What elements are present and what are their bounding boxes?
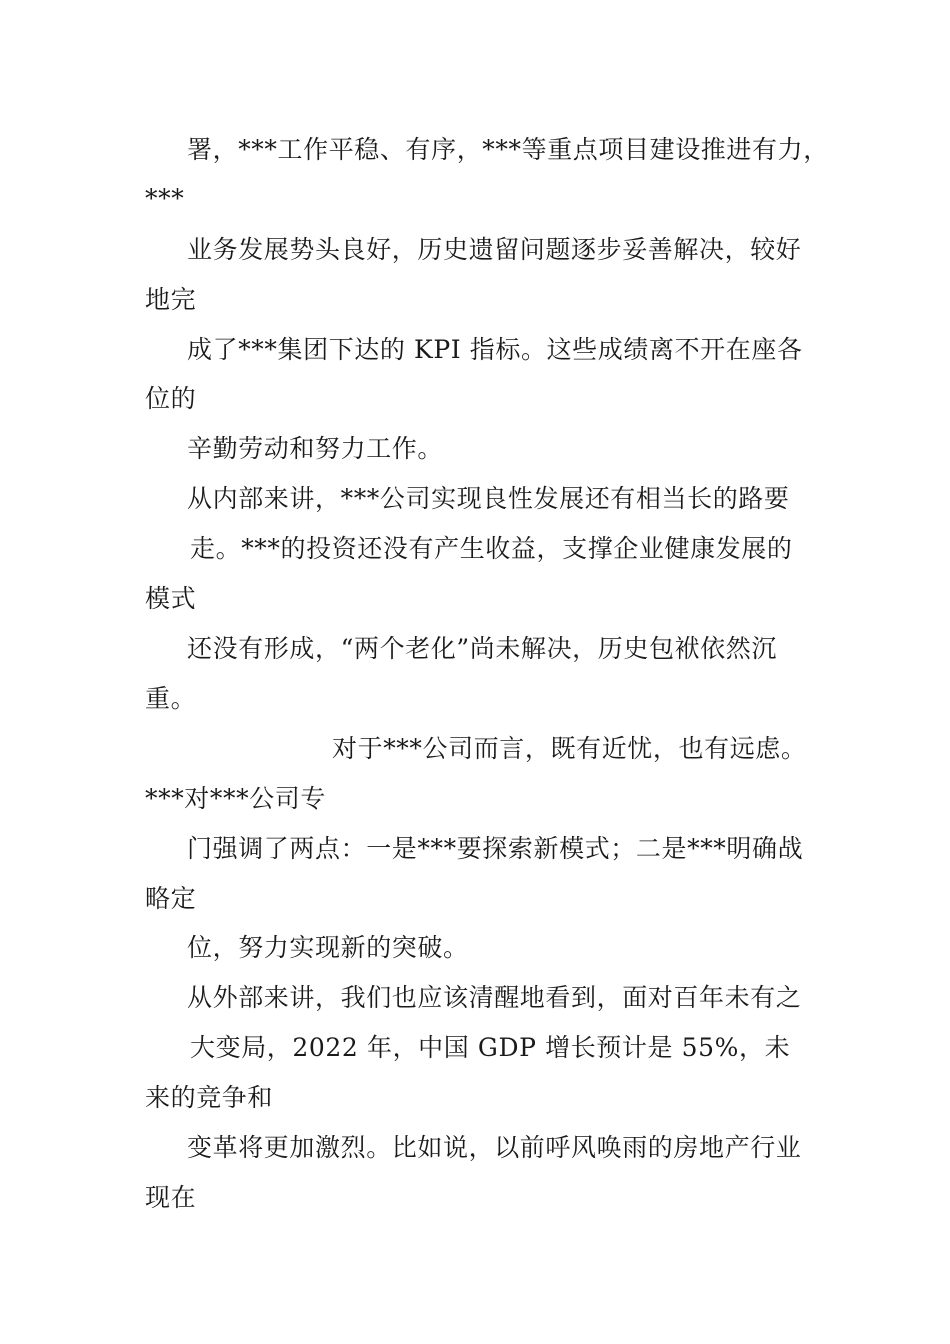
paragraph-line: 对于***公司而言，既有近忧，也有远虑。: [332, 734, 807, 763]
paragraph-line: 来的竞争和: [145, 1083, 274, 1112]
paragraph-line: ***对***公司专: [145, 784, 327, 813]
paragraph-line: 重。: [145, 684, 197, 713]
paragraph-line: 业务发展势头良好，历史遗留问题逐步妥善解决，较好: [187, 235, 802, 264]
paragraph-line: 变革将更加激烈。比如说，以前呼风唤雨的房地产行业: [187, 1133, 802, 1162]
paragraph-line: 从外部来讲，我们也应该清醒地看到，面对百年未有之: [187, 983, 802, 1012]
paragraph-line: 从内部来讲，***公司实现良性发展还有相当长的路要: [187, 484, 790, 513]
paragraph-line: 位，努力实现新的突破。: [187, 933, 469, 962]
paragraph-line: 还没有形成，“两个老化”尚未解决，历史包袱依然沉: [187, 634, 777, 663]
paragraph-line: ***: [145, 184, 185, 213]
paragraph-line: 略定: [145, 884, 197, 913]
paragraph-line: 署，***工作平稳、有序，***等重点项目建设推进有力，: [187, 135, 829, 164]
paragraph-line: 成了***集团下达的 KPI 指标。这些成绩离不开在座各: [187, 335, 803, 364]
paragraph-line: 走。***的投资还没有产生收益，支撑企业健康发展的: [190, 534, 793, 563]
paragraph-line: 现在: [145, 1183, 197, 1212]
paragraph-line: 辛勤劳动和努力工作。: [187, 434, 444, 463]
paragraph-line: 地完: [145, 285, 197, 314]
paragraph-line: 位的: [145, 384, 197, 413]
paragraph-line: 模式: [145, 584, 197, 613]
paragraph-line: 门强调了两点：一是***要探索新模式；二是***明确战: [187, 834, 804, 863]
paragraph-line: 大变局，2022 年，中国 GDP 增长预计是 55%，未: [190, 1033, 791, 1062]
